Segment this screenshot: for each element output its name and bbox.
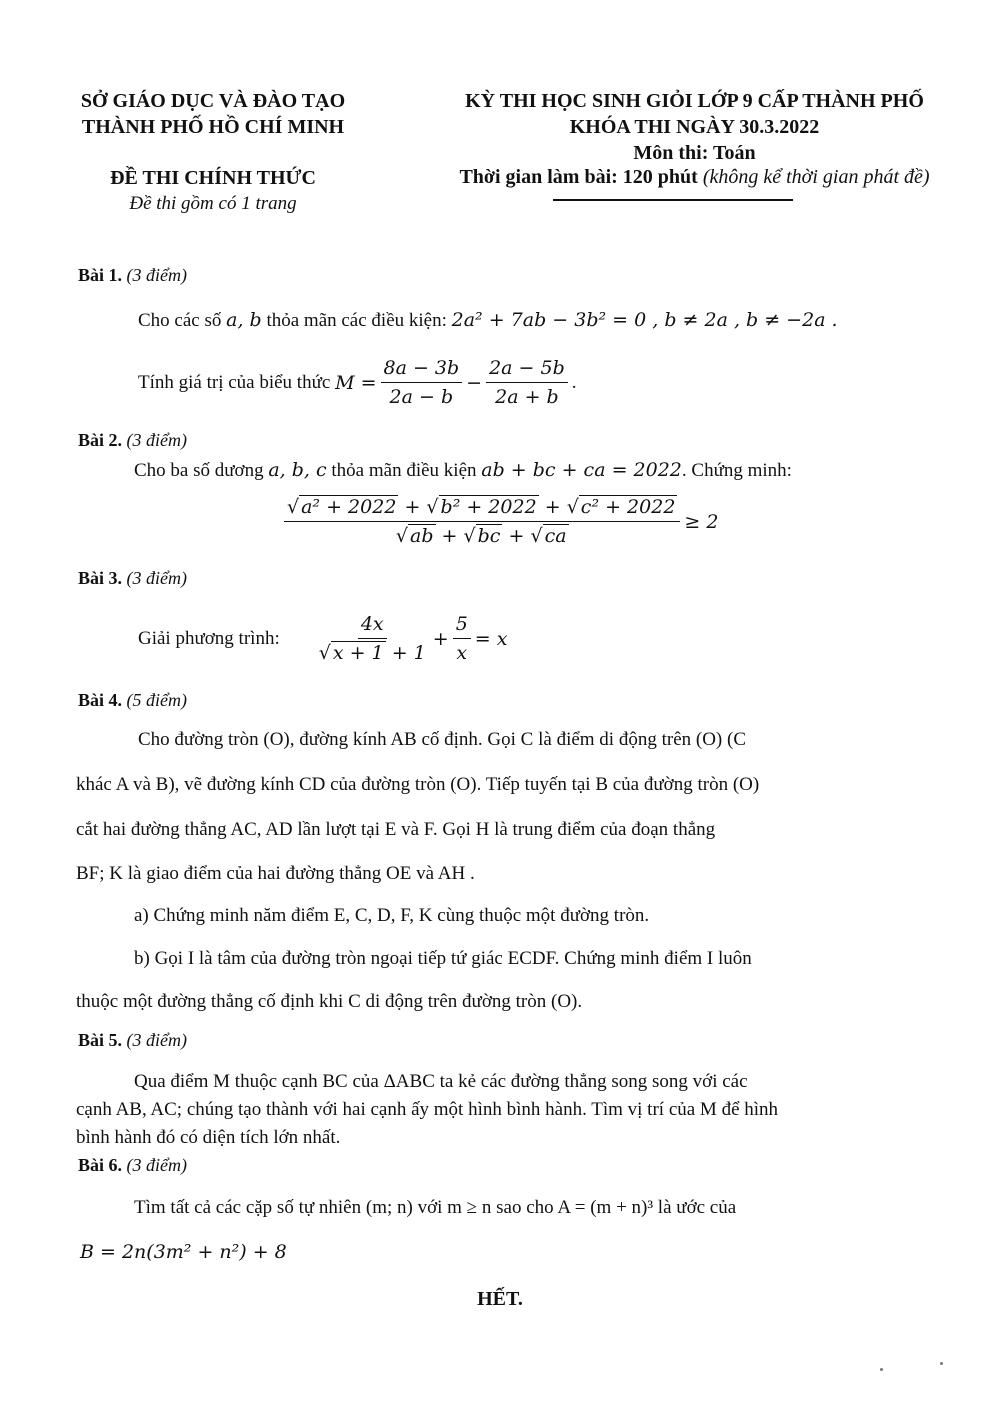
- time-note: (không kể thời gian phát đề): [702, 166, 930, 188]
- p2-plus-1: +: [404, 496, 421, 518]
- header-underline: [553, 199, 793, 201]
- p1-fraction-2: [486, 356, 568, 409]
- problem-2-title: Bài 2.: [78, 430, 123, 450]
- p2-den-1: ab: [410, 525, 434, 547]
- p3-f1-den-rad: x + 1: [332, 642, 384, 664]
- problem-1-expression: [138, 356, 577, 409]
- exam-time: [412, 166, 977, 189]
- p1-minus: −: [466, 371, 483, 394]
- problem-4-title: Bài 4.: [78, 690, 123, 710]
- problem-2-points: (3 điểm): [126, 430, 187, 450]
- p1-period: .: [571, 371, 577, 393]
- p2-vars: a, b, c: [268, 459, 327, 481]
- problem-6-title: Bài 6.: [78, 1155, 123, 1175]
- p4-part-b-line-1: b) Gọi I là tâm của đường tròn ngoại tiếp tứ giác ECDF. Chứng minh điểm I luôn: [134, 948, 752, 969]
- p2-cond-text: thỏa mãn điều kiện: [331, 460, 477, 481]
- time-label: Thời gian làm bài: 120 phút: [459, 166, 698, 188]
- problem-3-points: (3 điểm): [126, 568, 187, 588]
- p2-cont: . Chứng minh:: [681, 460, 792, 481]
- exam-subject: Môn thi: Toán: [633, 142, 756, 164]
- p2-plus-4: +: [508, 525, 525, 547]
- problem-3-title: Bài 3.: [78, 568, 123, 588]
- p4-part-b-line-2: thuộc một đường thẳng cố định khi C di động trên đường tròn (O).: [76, 991, 583, 1012]
- p3-f1-den-tail: + 1: [391, 642, 426, 664]
- scan-speck: [940, 1362, 943, 1365]
- problem-4-points: (5 điểm): [126, 690, 187, 710]
- p2-fraction: [284, 495, 680, 548]
- p1-f1-num: 8a − 3b: [381, 356, 463, 383]
- p3-f2-num: 5: [453, 612, 471, 639]
- p3-label: Giải phương trình:: [138, 627, 280, 649]
- problem-3-equation: [138, 612, 507, 665]
- p1-f1-den: 2a − b: [389, 386, 454, 408]
- problem-1-points: (3 điểm): [126, 265, 187, 285]
- p2-cond-math: ab + bc + ca = 2022: [481, 459, 682, 481]
- p1-intro: Cho các số: [138, 310, 222, 331]
- end-marker: HẾT.: [477, 1288, 523, 1310]
- p4-line-1: Cho đường tròn (O), đường kính AB cố định. Gọi C là điểm di động trên (O) (C: [138, 729, 746, 750]
- p2-rhs: ≥ 2: [684, 510, 719, 533]
- official-exam-label: ĐỀ THI CHÍNH THỨC: [110, 167, 316, 189]
- p2-den-3: ca: [544, 525, 567, 547]
- p2-num-1: a² + 2022: [301, 496, 397, 518]
- problem-4-heading: [78, 690, 187, 711]
- p2-denominator: √ ab + √ bc + √ ca: [395, 525, 567, 547]
- problem-5-points: (3 điểm): [126, 1030, 187, 1050]
- p4-line-2: khác A và B), vẽ đường kính CD của đường tròn (O). Tiếp tuyến tại B của đường tròn (O): [76, 774, 760, 795]
- p1-cond-math: 2a² + 7ab − 3b² = 0 , b ≠ 2a , b ≠ −2a .: [451, 309, 838, 331]
- pages-note: Đề thi gồm có 1 trang: [129, 193, 297, 214]
- p3-f2-den: x: [456, 642, 468, 664]
- p5-line-3: bình hành đó có diện tích lớn nhất.: [76, 1127, 341, 1148]
- p5-line-2: cạnh AB, AC; chúng tạo thành với hai cạnh ấy một hình bình hành. Tìm vị trí của M để hình: [76, 1099, 779, 1120]
- p1-fraction-1: [381, 356, 463, 409]
- p3-rhs: = x: [474, 627, 508, 650]
- p3-plus: +: [432, 627, 449, 650]
- p1-cond-text: thỏa mãn các điều kiện:: [266, 310, 447, 331]
- p2-plus-3: +: [441, 525, 458, 547]
- problem-5-heading: [78, 1030, 187, 1051]
- p6-line-1: Tìm tất cả các cặp số tự nhiên (m; n) với m ≥ n sao cho A = (m + n)³ là ước của: [134, 1197, 737, 1218]
- p2-den-2: bc: [477, 525, 501, 547]
- p2-intro: Cho ba số dương: [134, 460, 264, 481]
- p2-num-3: c² + 2022: [580, 496, 676, 518]
- exam-date: KHÓA THI NGÀY 30.3.2022: [569, 116, 820, 138]
- p1-ask: Tính giá trị của biểu thức: [138, 371, 331, 393]
- scan-speck: [880, 1368, 883, 1371]
- p3-f1-den: √ x + 1 + 1: [318, 642, 426, 664]
- p4-part-a: a) Chứng minh năm điểm E, C, D, F, K cùng thuộc một đường tròn.: [134, 905, 650, 926]
- p4-line-4: BF; K là giao điểm của hai đường thẳng OE và AH .: [76, 863, 475, 884]
- problem-1-condition: [138, 308, 838, 333]
- p3-fraction-1: [316, 612, 429, 665]
- p2-plus-2: +: [544, 496, 561, 518]
- p1-expr-lhs: M =: [335, 371, 377, 394]
- problem-1-heading: [78, 265, 187, 286]
- problem-2-heading: [78, 430, 187, 451]
- problem-2-inequality: [280, 495, 718, 548]
- city-line: THÀNH PHỐ HỒ CHÍ MINH: [81, 116, 345, 138]
- p1-vars: a, b: [226, 309, 262, 331]
- problem-6-points: (3 điểm): [126, 1155, 187, 1175]
- problem-6-heading: [78, 1155, 187, 1176]
- p3-f1-num: 4x: [358, 612, 387, 639]
- p5-line-1: Qua điểm M thuộc cạnh BC của ΔABC ta kẻ các đường thẳng song song với các: [134, 1071, 748, 1092]
- p4-line-3: cắt hai đường thẳng AC, AD lần lượt tại E và F. Gọi H là trung điểm của đoạn thẳng: [76, 819, 716, 840]
- exam-title: KỲ THI HỌC SINH GIỎI LỚP 9 CẤP THÀNH PHỐ: [465, 90, 924, 112]
- p6-line-2: B = 2n(3m² + n²) + 8: [80, 1241, 287, 1263]
- p2-num-2: b² + 2022: [440, 496, 537, 518]
- problem-5-title: Bài 5.: [78, 1030, 123, 1050]
- p1-f2-num: 2a − 5b: [486, 356, 568, 383]
- problem-2-condition: [134, 458, 792, 483]
- problem-1-title: Bài 1.: [78, 265, 123, 285]
- problem-3-heading: [78, 568, 187, 589]
- department-line: SỞ GIÁO DỤC VÀ ĐÀO TẠO: [80, 90, 346, 112]
- p1-f2-den: 2a + b: [495, 386, 559, 408]
- p3-fraction-2: [453, 612, 471, 665]
- p2-numerator: √ a² + 2022 + √ b² + 2022 + √ c² + 2022: [284, 495, 680, 522]
